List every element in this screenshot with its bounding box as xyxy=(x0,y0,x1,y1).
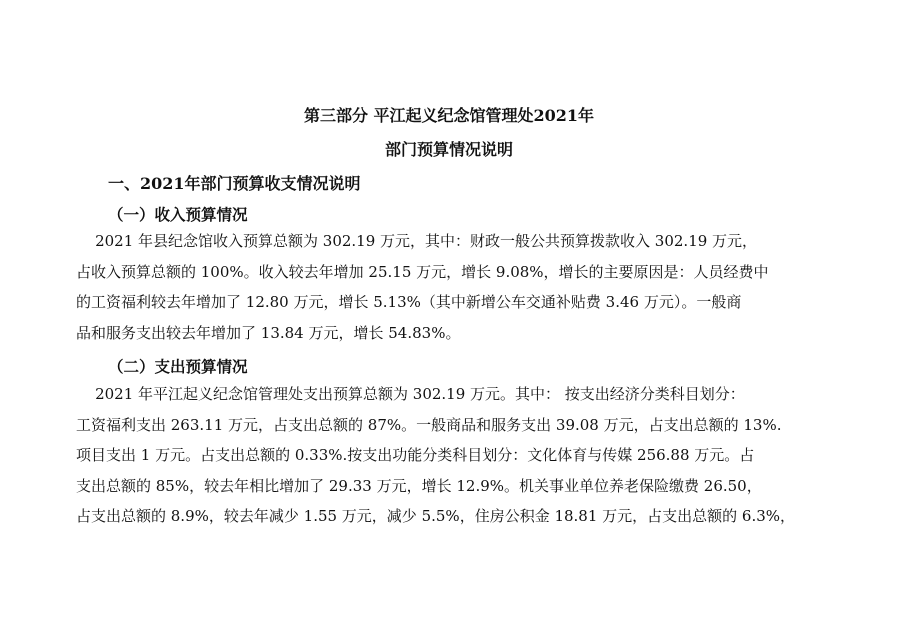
paragraph-line: 2021 年平江起义纪念馆管理处支出预算总额为 302.19 万元。其中： 按支出经济分类科目划分： xyxy=(76,385,745,403)
paragraph-line: 项目支出 1 万元。占支出总额的 0.33%.按支出功能分类科目划分：文化体育与传媒 256.88 万元。占 xyxy=(76,446,755,464)
section-heading-budget-overview: 一、2021年部门预算收支情况说明 xyxy=(108,174,361,193)
document-title: 第三部分 平江起义纪念馆管理处2021年 xyxy=(303,106,595,125)
income-paragraph xyxy=(76,226,826,348)
expenditure-paragraph xyxy=(76,379,826,532)
paragraph-line: 占收入预算总额的 100%。收入较去年增加 25.15 万元，增长 9.08%，增长的主要原因是：人员经费中 xyxy=(76,262,769,281)
paragraph-line: 工资福利支出 263.11 万元，占支出总额的 87%。一般商品和服务支出 39.08 万元，占支出总额的 13%. xyxy=(76,415,782,434)
subsection-heading-income: （一）收入预算情况 xyxy=(108,205,248,224)
document-subtitle: 部门预算情况说明 xyxy=(384,140,513,159)
paragraph-line: 占支出总额的 8.9%，较去年减少 1.55 万元，减少 5.5%，住房公积金 18.81 万元，占支出总额的 6.3%， xyxy=(76,507,796,525)
paragraph-line: 支出总额的 85%，较去年相比增加了 29.33 万元，增长 12.9%。机关事业单位养老保险缴费 26.50， xyxy=(76,476,762,495)
paragraph-line: 品和服务支出较去年增加了 13.84 万元，增长 54.83%。 xyxy=(76,323,461,342)
subsection-heading-expenditure: （二）支出预算情况 xyxy=(108,357,248,376)
paragraph-line: 2021 年县纪念馆收入预算总额为 302.19 万元，其中：财政一般公共预算拨款收入 302.19 万元， xyxy=(76,232,758,250)
paragraph-line: 的工资福利较去年增加了 12.80 万元，增长 5.13%（其中新增公车交通补贴费 3.46 万元）。一般商 xyxy=(76,293,742,311)
